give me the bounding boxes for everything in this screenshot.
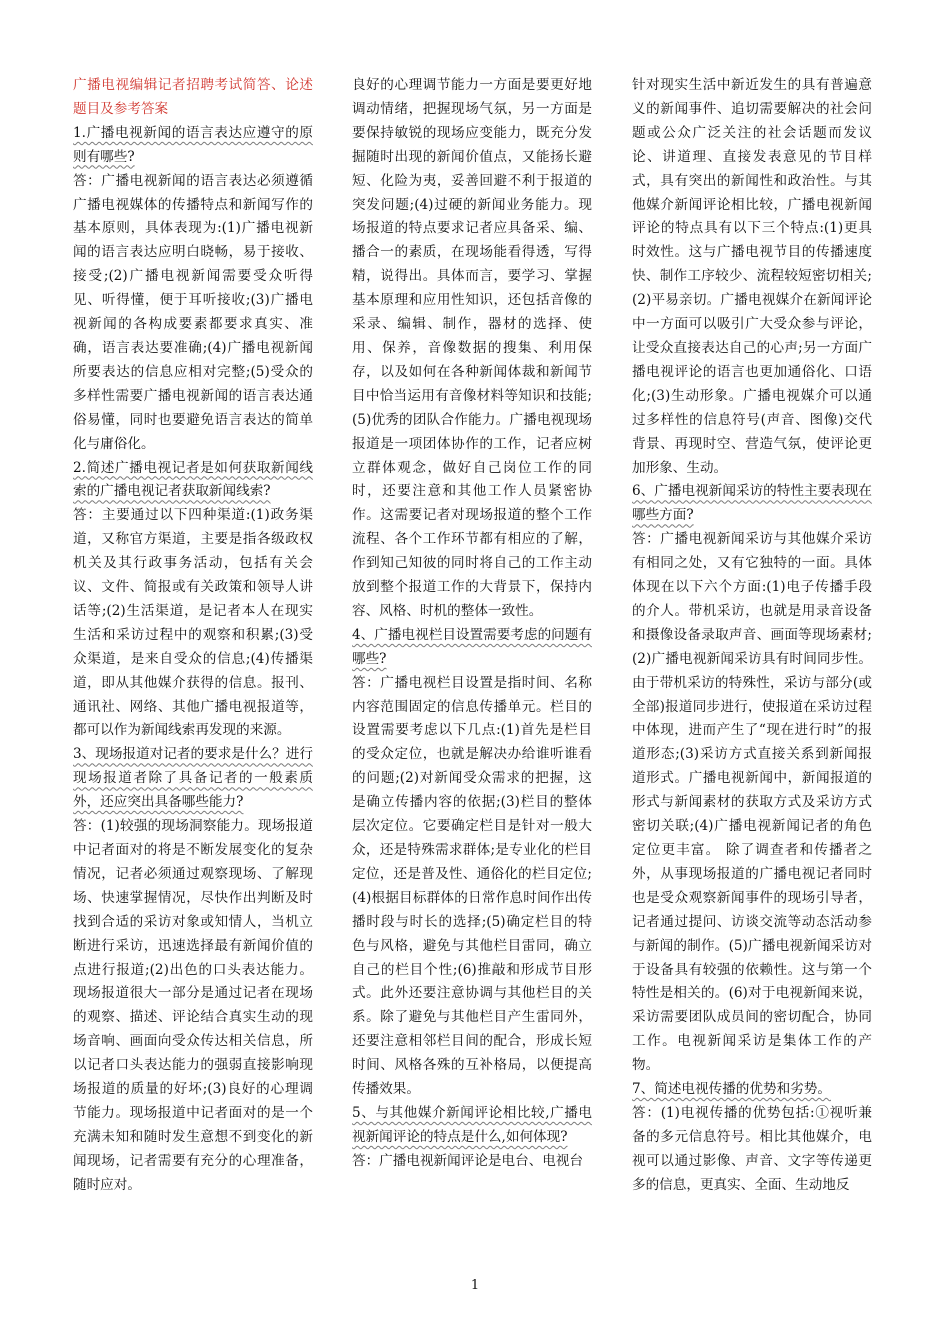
document-title: 广播电视编辑记者招聘考试简答、论述题目及参考答案 bbox=[73, 77, 313, 117]
answer-paragraph: 答：主要通过以下四种渠道:(1)政务渠道，又称官方渠道，主要是指各级政权机关及其行政事务活动，包括有关会议、文件、简报或有关政策和领导人讲话等;(2)生活渠道，是记者本人在现实生活和采访过程中的观察和积累;(3)受众渠道，是来自受众的信息;(4)传播渠道，即从其他媒介获得的信息。报刊、通讯社、网络、其他广播电视报道等，都可以作为新闻线索再发现的来源。 bbox=[73, 507, 313, 739]
answer-paragraph: 答：(1)电视传播的优势包括:①视听兼备的多元信息符号。相比其他媒介，电视可以通过影像、声音、文字等传递更多的信息，更真实、全面、生动地反 bbox=[632, 1104, 872, 1193]
question-heading: 2.简述广播电视记者是如何获取新闻线索的广播电视记者获取新闻线索? bbox=[73, 459, 313, 500]
answer-paragraph: 答：广播电视新闻评论是电台、电视台 bbox=[352, 1152, 584, 1169]
question-heading: 1.广播电视新闻的语言表达应遵守的原则有哪些? bbox=[73, 124, 313, 165]
answer-paragraph: 答：广播电视栏目设置是指时间、名称内容范围固定的信息传播单元。栏目的设置需要考虑以下几点:(1)首先是栏目的受众定位，也就是解决办给谁听谁看的问题;(2)对新闻受众需求的把握，这是确立传播内容的依据;(3)栏目的整体层次定位。它要确定栏目是针对一般大众，还是特殊需求群体;是专业化的栏目定位，还是普及性、通俗化的栏目定位;(4)根据目标群体的日常作息时间作出传播时段与时长的选择;(5)确定栏目的特色与风格，避免与其他栏目雷同，确立自己的栏目个性;(6)推敲和形成节目形式。此外还要注意协调与其他栏目的关系。除了避免与其他栏目产生雷同外，还要注意相邻栏目间的配合，形成长短时间、风格各殊的互补格局，以便提高传播效果。 bbox=[352, 674, 592, 1098]
answer-paragraph: 答：(1)较强的现场洞察能力。现场报道中记者面对的将是不断发展变化的复杂情况，记者必须通过观察现场、了解现场、快速掌握情况，尽快作出判断及时找到合适的采访对象或知情人，当机立断进行采访，迅速选择最有新闻价值的点进行报道;(2)出色的口头表达能力。现场报道很大一部分是通过记者在现场的观察、描述、评论结合真实生动的现场音响、画面向受众传达相关信息，所以记者口头表达能力的强弱直接影响现场报道的质量的好坏;(3)良好的心理调节能力。现场报道中记者面对的是一个充满未知和随时发生意想不到变化的新闻现场，记者需要有充分的心理准备，随时应对。 bbox=[73, 818, 313, 1193]
column-2 bbox=[352, 74, 592, 1174]
question-heading: 3、现场报道对记者的要求是什么？进行现场报道者除了具备记者的一般素质外，还应突出具备哪些能力? bbox=[73, 746, 313, 811]
question-heading: 4、广播电视栏目设置需要考虑的问题有哪些? bbox=[352, 626, 592, 667]
column-1 bbox=[73, 74, 313, 1198]
column-3 bbox=[632, 74, 872, 1198]
question-heading: 6、广播电视新闻采访的特性主要表现在哪些方面? bbox=[632, 483, 872, 524]
page-number: 1 bbox=[470, 1278, 480, 1293]
question-heading: 7、简述电视传播的优势和劣势。 bbox=[632, 1081, 831, 1098]
question-heading: 5、与其他媒介新闻评论相比较,广播电视新闻评论的特点是什么,如何体现? bbox=[352, 1104, 592, 1145]
answer-paragraph: 答：广播电视新闻采访与其他媒介采访有相同之处，又有它独特的一面。具体体现在以下六个方面:(1)电子传播手段的介人。带机采访，也就是用录音设备和摄像设备录取声音、画面等现场素材;(2)广播电视新闻采访具有时间同步性。由于带机采访的特殊性，采访与部分(或全部)报道同步进行，使报道在采访过程中体现，进而产生了“现在进行时”的报道形态;(3)采访方式直接关系到新闻报道形式。广播电视新闻中，新闻报道的形式与新闻素材的获取方式及采访方式密切关联;(4)广播电视新闻记者的角色定位更丰富。 除了调查者和传播者之外，从事现场报道的广播电视记者同时也是受众观察新闻事件的现场引导者，记者通过提问、访谈交流等动态活动参与新闻的制作。(5)广播电视新闻采访对于设备具有较强的依赖性。这与第一个特性是相关的。(6)对于电视新闻来说，采访需要团队成员间的密切配合，协同工作。电视新闻采访是集体工作的产物。 bbox=[632, 531, 872, 1074]
answer-paragraph: 针对现实生活中新近发生的具有普遍意义的新闻事件、追切需要解决的社会问题或公众广泛关注的社会话题而发议论、讲道理、直接发表意见的节目样式，具有突出的新闻性和政治性。与其他媒介新闻评论相比较，广播电视新闻评论的特点具有以下三个特点:(1)更具时效性。这与广播电视节目的传播速度快、制作工序较少、流程较短密切相关;(2)平易亲切。广播电视媒介在新闻评论中一方面可以吸引广大受众参与评论，让受众直接表达自己的心声;另一方面广播电视评论的语言也更加通俗化、口语化;(3)生动形象。广播电视媒介可以通过多样性的信息符号(声音、图像)交代背景、再现时空、营造气氛，使评论更加形象、生动。 bbox=[632, 77, 872, 476]
answer-paragraph: 良好的心理调节能力一方面是要更好地调动情绪，把握现场气氛，另一方面是要保持敏锐的现场应变能力，既充分发掘随时出现的新闻价值点，又能扬长避短、化险为夷，妥善回避不利于报道的突发问题;(4)过硬的新闻业务能力。现场报道的特点要求记者应具备采、编、播合一的素质，在现场能看得透，写得精，说得出。具体而言，要学习、掌握基本原理和应用性知识，还包括音像的采录、编辑、制作，器材的选择、使用、保养，音像数据的搜集、利用保存，以及如何在各种新闻体裁和新闻节目中恰当运用有音像材料等知识和技能;(5)优秀的团队合作能力。广播电视现场报道是一项团体协作的工作，记者应树立群体观念，做好自己岗位工作的同时，还要注意和其他工作人员紧密协作。这需要记者对现场报道的整个工作流程、各个工作环节都有相应的了解，作到知己知彼的同时将自己的工作主动放到整个报道工作的大背景下，保持内容、风格、时机的整体一致性。 bbox=[352, 77, 592, 619]
answer-paragraph: 答：广播电视新闻的语言表达必须遵循广播电视媒体的传播特点和新闻写作的基本原则，具体表现为:(1)广播电视新闻的语言表达应明白晓畅，易于接收、接受;(2)广播电视新闻需要受众听得见、听得懂，便于耳听接收;(3)广播电视新闻的各构成要素都要求真实、准确，语言表达要准确;(4)广播电视新闻所要表达的信息应相对完整;(5)受众的多样性需要广播电视新闻的语言表达通俗易懂，同时也要避免语言表达的简单化与庸俗化。 bbox=[73, 172, 313, 452]
